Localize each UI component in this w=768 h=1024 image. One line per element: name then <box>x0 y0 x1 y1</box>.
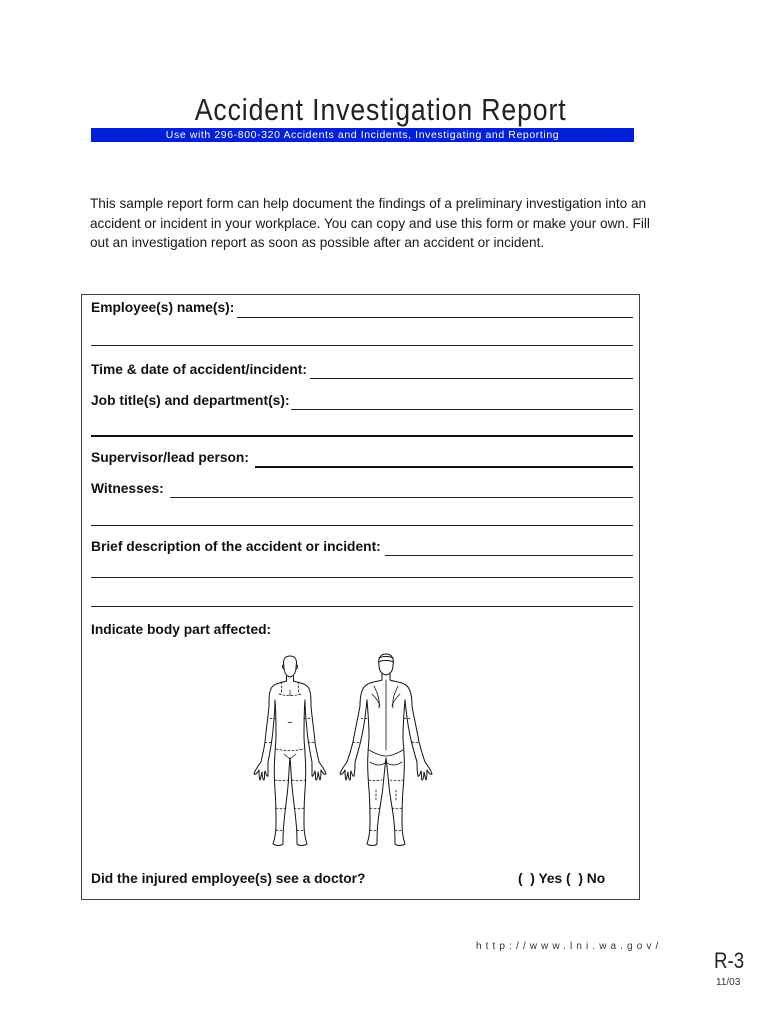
website-url[interactable]: http://www.lni.wa.gov/ <box>476 941 663 952</box>
doctor-yes-no-options[interactable]: ( ) Yes ( ) No <box>518 871 606 886</box>
page-date: 11/03 <box>716 977 741 988</box>
description-field-line-2[interactable] <box>91 577 633 578</box>
job-title-label: Job title(s) and department(s): <box>91 393 290 408</box>
employee-names-field-line-2[interactable] <box>91 345 633 346</box>
job-title-field-line-2[interactable] <box>91 435 633 437</box>
report-title: Accident Investigation Report <box>194 92 567 127</box>
doctor-question: Did the injured employee(s) see a doctor? <box>91 871 366 886</box>
subtitle-banner: Use with 296-800-320 Accidents and Incidents, Investigating and Reporting <box>91 128 634 142</box>
supervisor-field[interactable] <box>255 466 633 468</box>
body-front-icon[interactable] <box>254 656 326 846</box>
job-title-field[interactable] <box>291 409 633 410</box>
body-diagram[interactable] <box>248 650 438 852</box>
employee-names-field[interactable] <box>237 317 633 318</box>
employee-names-label: Employee(s) name(s): <box>91 300 235 315</box>
body-back-icon[interactable] <box>340 654 432 846</box>
time-date-label: Time & date of accident/incident: <box>91 362 307 377</box>
witnesses-field[interactable] <box>170 497 633 498</box>
description-label: Brief description of the accident or incident: <box>91 539 381 554</box>
supervisor-label: Supervisor/lead person: <box>91 450 249 465</box>
description-field[interactable] <box>385 555 633 556</box>
intro-paragraph: This sample report form can help document the findings of a preliminary investigation into an accident or incident in your workplace. You can copy and use this form or make your own. Fill out an investigation report as soon as possible after an accident or incident. <box>90 196 650 250</box>
time-date-field[interactable] <box>310 378 633 379</box>
witnesses-label: Witnesses: <box>91 481 164 496</box>
description-field-line-3[interactable] <box>91 606 633 607</box>
page-code: R-3 <box>714 948 745 973</box>
witnesses-field-line-2[interactable] <box>91 525 633 526</box>
body-part-label: Indicate body part affected: <box>91 622 272 637</box>
